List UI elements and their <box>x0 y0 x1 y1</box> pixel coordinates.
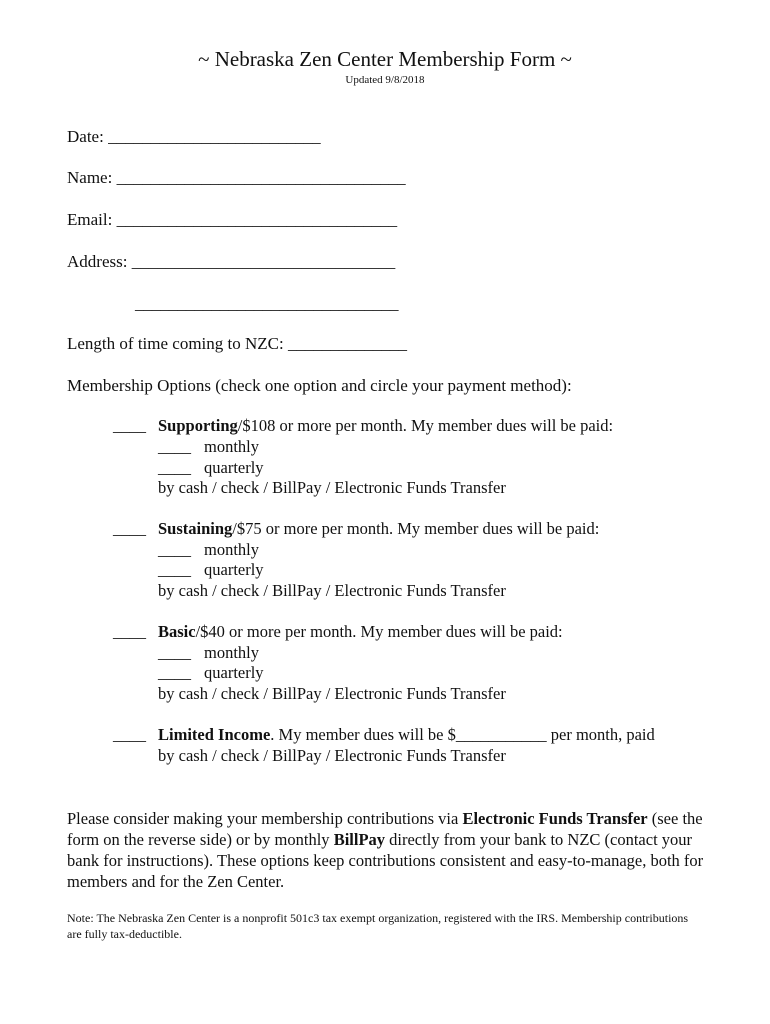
option-supporting-monthly-blank[interactable]: ____ <box>158 437 191 456</box>
tax-note: Note: The Nebraska Zen Center is a nonprofit 501c3 tax exempt organization, registered with the IRS. Membership contributions are fully tax-deductible. <box>67 911 689 941</box>
option-limited-income-text: . My member dues will be $___________ per month, paid <box>270 725 655 744</box>
option-basic-name: Basic <box>158 622 196 641</box>
option-basic-payment: by cash / check / BillPay / Electronic Funds Transfer <box>158 684 506 703</box>
option-sustaining-quarterly: quarterly <box>204 560 264 579</box>
option-sustaining-monthly-blank[interactable]: ____ <box>158 540 191 559</box>
address-field[interactable]: Address: _______________________________ <box>67 252 396 271</box>
option-basic-quarterly-blank[interactable]: ____ <box>158 663 191 682</box>
page-title: ~ Nebraska Zen Center Membership Form ~ <box>198 47 572 71</box>
membership-options-intro: Membership Options (check one option and circle your payment method): <box>67 376 572 395</box>
option-supporting-label <box>158 416 613 436</box>
address-line2-field[interactable]: _______________________________ <box>135 294 399 313</box>
option-sustaining-label <box>158 519 599 539</box>
closing-eft: Electronic Funds Transfer <box>462 809 648 828</box>
option-basic-label <box>158 622 563 642</box>
option-supporting-text: /$108 or more per month. My member dues will be paid: <box>237 416 614 435</box>
closing-text-2: (see the form on the reverse side) or by monthly <box>67 809 703 849</box>
option-supporting-checkbox[interactable]: ____ <box>113 416 146 435</box>
option-limited-income-label <box>158 725 655 745</box>
option-basic-quarterly: quarterly <box>204 663 264 682</box>
closing-billpay: BillPay <box>333 830 386 849</box>
closing-text-3: directly from your bank to NZC (contact your bank for instructions). These options keep contributions consistent and easy-to-manage, both for members and for the Zen Center. <box>67 830 704 891</box>
option-supporting-quarterly: quarterly <box>204 458 264 477</box>
option-sustaining-monthly: monthly <box>204 540 260 559</box>
date-field[interactable]: Date: _________________________ <box>67 127 321 146</box>
length-of-time-field[interactable]: Length of time coming to NZC: ______________ <box>67 334 407 353</box>
option-sustaining-name: Sustaining <box>158 519 233 538</box>
updated-date: Updated 9/8/2018 <box>345 74 425 86</box>
option-basic-monthly-blank[interactable]: ____ <box>158 643 191 662</box>
option-supporting-monthly: monthly <box>204 437 260 456</box>
option-sustaining-payment: by cash / check / BillPay / Electronic Funds Transfer <box>158 581 506 600</box>
option-basic-monthly: monthly <box>204 643 260 662</box>
option-supporting-quarterly-blank[interactable]: ____ <box>158 458 191 477</box>
option-supporting-name: Supporting <box>158 416 238 435</box>
option-limited-income-payment: by cash / check / BillPay / Electronic Funds Transfer <box>158 746 506 765</box>
name-field[interactable]: Name: __________________________________ <box>67 168 406 187</box>
option-limited-income-name: Limited Income <box>158 725 271 744</box>
option-basic-text: /$40 or more per month. My member dues will be paid: <box>195 622 563 641</box>
option-limited-income-checkbox[interactable]: ____ <box>113 725 146 744</box>
closing-text-1: Please consider making your membership contributions via <box>67 809 463 828</box>
option-basic-checkbox[interactable]: ____ <box>113 622 146 641</box>
option-sustaining-checkbox[interactable]: ____ <box>113 519 146 538</box>
email-field[interactable]: Email: _________________________________ <box>67 210 398 229</box>
closing-paragraph <box>67 808 717 892</box>
option-sustaining-text: /$75 or more per month. My member dues will be paid: <box>232 519 600 538</box>
option-supporting-payment: by cash / check / BillPay / Electronic Funds Transfer <box>158 478 506 497</box>
option-sustaining-quarterly-blank[interactable]: ____ <box>158 560 191 579</box>
